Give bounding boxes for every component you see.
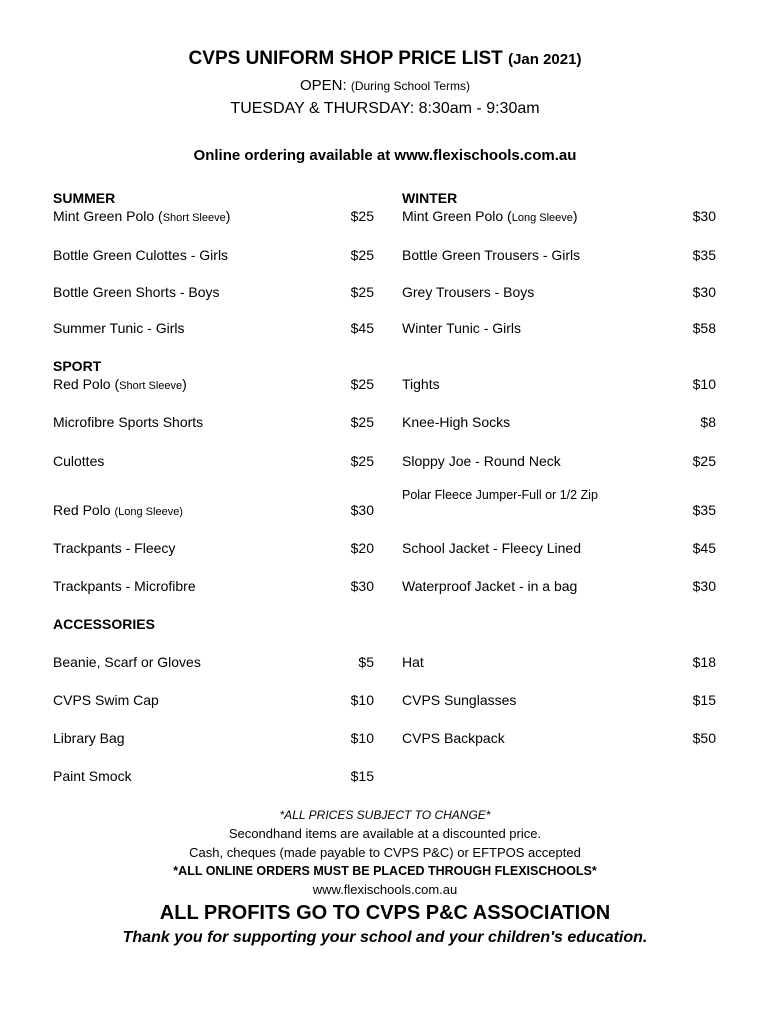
item-price: $5 xyxy=(358,654,374,670)
payment-note: Cash, cheques (made payable to CVPS P&C) or EFTPOS accepted xyxy=(189,845,581,860)
price-change-note: *ALL PRICES SUBJECT TO CHANGE* xyxy=(279,808,491,822)
item-price: $18 xyxy=(692,654,716,670)
title-text: CVPS UNIFORM SHOP PRICE LIST xyxy=(188,48,503,69)
list-item: Winter Tunic - Girls xyxy=(402,320,522,336)
secondhand-note: Secondhand items are available at a discounted price. xyxy=(228,826,542,841)
list-item: Polar Fleece Jumper-Full or 1/2 Zip xyxy=(402,488,598,502)
item-price: $10 xyxy=(692,376,716,392)
list-item: Mint Green Polo (Long Sleeve) xyxy=(402,208,578,224)
list-item: CVPS Backpack xyxy=(402,730,505,746)
open-note: (During School Terms) xyxy=(350,79,470,93)
item-price: $25 xyxy=(692,453,716,469)
open-line xyxy=(0,77,770,94)
list-item: Paint Smock xyxy=(53,768,132,784)
title-date: (Jan 2021) xyxy=(508,51,582,68)
section-summer: SUMMER xyxy=(53,190,116,206)
list-item: Library Bag xyxy=(53,730,125,746)
list-item: Waterproof Jacket - in a bag xyxy=(402,578,578,594)
opening-hours: TUESDAY & THURSDAY: 8:30am - 9:30am xyxy=(230,100,540,117)
item-price: $25 xyxy=(350,414,374,430)
section-sport: SPORT xyxy=(53,358,102,374)
list-item: Culottes xyxy=(53,453,105,469)
list-item: Sloppy Joe - Round Neck xyxy=(402,453,561,469)
item-price: $10 xyxy=(350,730,374,746)
list-item: Hat xyxy=(402,654,424,670)
list-item: Tights xyxy=(402,376,440,392)
list-item: Knee-High Socks xyxy=(402,414,511,430)
website-text: www.flexischools.com.au xyxy=(312,882,458,897)
list-item: Red Polo (Long Sleeve) xyxy=(53,502,183,518)
profits-heading: ALL PROFITS GO TO CVPS P&C ASSOCIATION xyxy=(159,902,611,924)
item-price: $25 xyxy=(350,208,374,224)
item-price: $25 xyxy=(350,376,374,392)
section-accessories: ACCESSORIES xyxy=(53,616,155,632)
list-item: Trackpants - Microfibre xyxy=(53,578,196,594)
online-orders-note: *ALL ONLINE ORDERS MUST BE PLACED THROUGH FLEXISCHOOLS* xyxy=(173,864,597,878)
item-price: $25 xyxy=(350,284,374,300)
thanks-note: Thank you for supporting your school and your children's education. xyxy=(122,929,648,946)
item-price: $35 xyxy=(692,502,716,518)
list-item: Trackpants - Fleecy xyxy=(53,540,176,556)
list-item: Mint Green Polo (Short Sleeve) xyxy=(53,208,231,224)
item-price: $10 xyxy=(350,692,374,708)
item-price: $50 xyxy=(692,730,716,746)
list-item: Bottle Green Culottes - Girls xyxy=(53,247,229,263)
item-price: $20 xyxy=(350,540,374,556)
item-price: $30 xyxy=(692,284,716,300)
online-ordering-note: Online ordering available at www.flexischools.com.au xyxy=(193,147,577,164)
item-price: $30 xyxy=(692,208,716,224)
item-price: $25 xyxy=(350,453,374,469)
list-item: Microfibre Sports Shorts xyxy=(53,414,204,430)
item-price: $15 xyxy=(692,692,716,708)
item-price: $30 xyxy=(692,578,716,594)
list-item: CVPS Sunglasses xyxy=(402,692,517,708)
list-item: Grey Trousers - Boys xyxy=(402,284,535,300)
item-price: $8 xyxy=(700,414,716,430)
list-item: Bottle Green Trousers - Girls xyxy=(402,247,581,263)
item-price: $30 xyxy=(350,502,374,518)
item-price: $25 xyxy=(350,247,374,263)
open-label: OPEN: xyxy=(299,77,347,94)
list-item: School Jacket - Fleecy Lined xyxy=(402,540,581,556)
item-price: $45 xyxy=(350,320,374,336)
item-price: $45 xyxy=(692,540,716,556)
list-item: Summer Tunic - Girls xyxy=(53,320,185,336)
item-price: $30 xyxy=(350,578,374,594)
list-item: CVPS Swim Cap xyxy=(53,692,159,708)
list-item: Red Polo (Short Sleeve) xyxy=(53,376,187,392)
item-price: $58 xyxy=(692,320,716,336)
page-title xyxy=(0,48,770,70)
list-item: Beanie, Scarf or Gloves xyxy=(53,654,201,670)
item-price: $35 xyxy=(692,247,716,263)
item-price: $15 xyxy=(350,768,374,784)
list-item: Bottle Green Shorts - Boys xyxy=(53,284,220,300)
section-winter: WINTER xyxy=(402,190,458,206)
